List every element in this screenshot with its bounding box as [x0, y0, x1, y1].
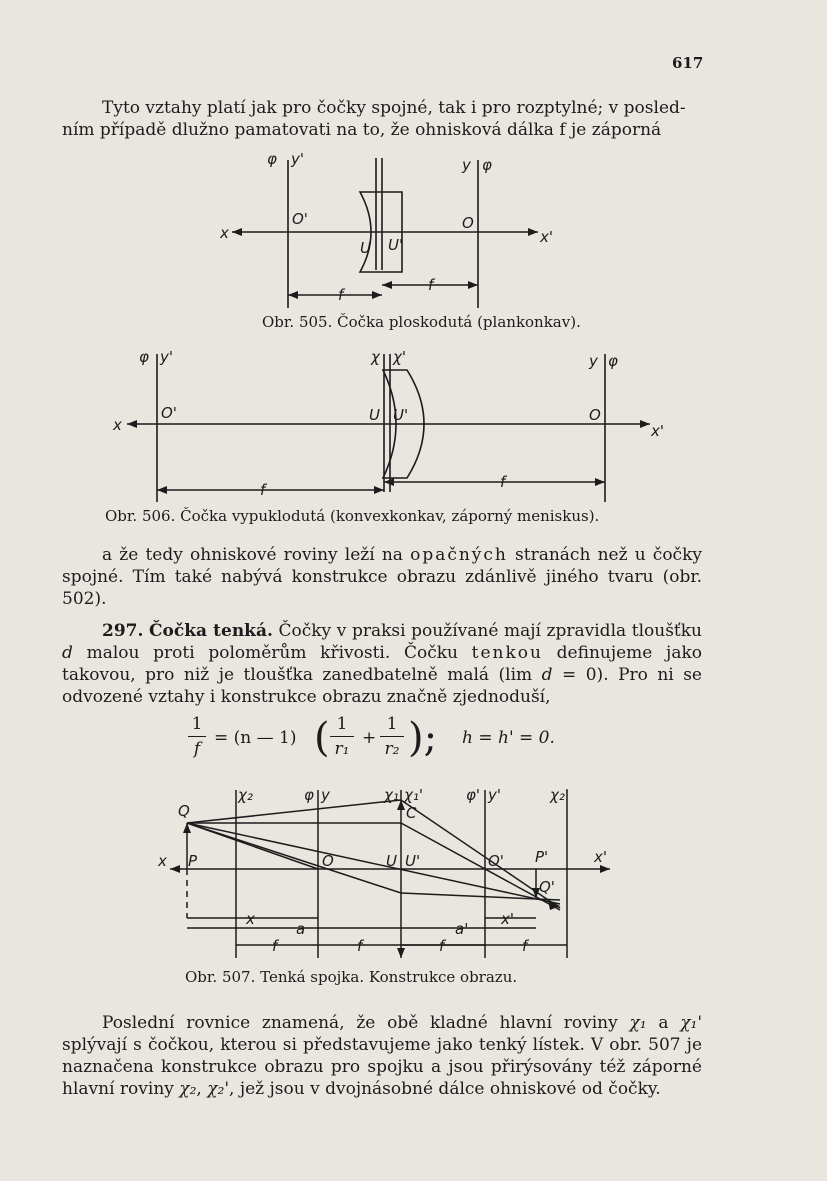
fig507-p: P — [188, 852, 198, 870]
section-number: 297. — [102, 621, 144, 641]
ray-5 — [187, 823, 318, 869]
fig507-x-prime: x' — [594, 848, 608, 866]
fig505-o: O — [462, 214, 474, 232]
fig506-o: O — [589, 406, 601, 424]
fig506-x-prime: x' — [651, 422, 665, 440]
fig507-u: U — [386, 852, 397, 870]
fig507-q: Q — [178, 802, 190, 820]
fig507-dim-f-2: f — [357, 937, 363, 955]
fig507-y-prime: y' — [488, 786, 502, 804]
figure-505 — [210, 150, 560, 320]
fig505-u: U — [360, 239, 371, 257]
frac-1-over-f: 1 f — [188, 714, 206, 759]
fig505-y-prime: y' — [291, 150, 305, 168]
para1-pre: a že tedy ohniskové roviny leží na — [102, 545, 411, 565]
final-chi2p: χ₂' — [207, 1079, 230, 1099]
formula-lparen: ( — [314, 715, 330, 761]
ray-2 — [187, 823, 560, 904]
fig506-y: y — [589, 352, 598, 370]
para1-post: stranách než u čočky spojné. Tím také nabývá konstrukce obrazu zdánlivě jiného tvaru (obr. 502). — [62, 545, 702, 609]
fig505-f-left: f — [338, 286, 344, 304]
intro-line-2: ním případě dlužno pamatovati na to, že ohnisková dálka f je záporná — [62, 120, 662, 140]
fig506-y-prime: y' — [160, 348, 174, 366]
fig506-chi: χ — [371, 348, 380, 366]
figure-506 — [105, 342, 675, 512]
fig505-y: y — [462, 156, 471, 174]
final-and: a — [646, 1013, 681, 1033]
fig507-dim-f-3: f — [439, 937, 445, 955]
section-text-1: Čočky v praksi používané mají zpravidla tloušťku — [272, 621, 702, 641]
fig505-phi-left: φ — [267, 150, 277, 168]
fig507-o-prime: O' — [488, 852, 504, 870]
intro-text — [62, 97, 702, 141]
formula-plus: + — [362, 728, 377, 748]
section-297 — [62, 620, 702, 708]
section-title: Čočka tenká. — [149, 621, 273, 641]
fig506-phi-right: φ — [608, 352, 618, 370]
fig507-chi2: χ₂ — [238, 786, 253, 804]
fig507-caption: Obr. 507. Tenká spojka. Konstrukce obrazu. — [185, 968, 518, 986]
fig507-dim-a: a — [296, 920, 306, 938]
paragraph-opposite-sides — [62, 544, 702, 610]
section-text-3: definujeme jako takovou, pro niž je tloušťka zanedbatelně malá (lim — [62, 643, 702, 685]
fig506-caption: Obr. 506. Čočka vypuklodutá (konvexkonkav, záporný meniskus). — [105, 507, 600, 525]
fig507-chi2-prime: χ₂' — [550, 786, 570, 804]
frac-1-over-r2: 1 r₂ — [380, 714, 404, 759]
fig507-x: x — [158, 852, 167, 870]
final-text-1: Poslední rovnice znamená, že obě kladné hlavní roviny — [102, 1013, 630, 1033]
fig507-chi1p: χ₁' — [404, 786, 424, 804]
fig505-f-right: f — [428, 276, 434, 294]
ray-4 — [187, 800, 401, 823]
fig507-dim-f-1: f — [272, 937, 278, 955]
final-chi1: χ₁ — [629, 1013, 647, 1033]
final-text-3: , jež jsou v dvojnásobné dálce ohniskové od čočky. — [229, 1079, 661, 1099]
page-number: 617 — [672, 54, 704, 72]
frac-1-over-r1: 1 r₁ — [330, 714, 354, 759]
fig507-dim-x: x — [246, 910, 255, 928]
fig506-o-prime: O' — [161, 404, 177, 422]
fig506-u: U — [369, 406, 380, 424]
section-d-1: d — [62, 643, 73, 663]
para1-emph: opačných — [410, 545, 508, 565]
final-text-2: splývají s čočkou, kterou si představujeme jako tenký lístek. V obr. 507 je naznačena konstrukce obrazu pro spojku a jsou přirýsovány též záporné hlavní roviny — [62, 1035, 702, 1099]
intro-line-1: Tyto vztahy platí jak pro čočky spojné, tak i pro rozptylné; v posled- — [102, 98, 686, 118]
fig506-chi-prime: χ' — [393, 348, 407, 366]
fig506-f-left: f — [260, 481, 266, 499]
fig507-dim-a-prime: a' — [455, 920, 469, 938]
fig507-q-prime: Q' — [539, 878, 555, 896]
figure-507 — [150, 778, 640, 968]
formula-h: h = h' = 0. — [462, 728, 555, 748]
fig507-y: y — [321, 786, 330, 804]
fig507-o: O — [322, 852, 334, 870]
fig506-x: x — [113, 416, 122, 434]
final-comma: , — [196, 1079, 208, 1099]
final-chi2: χ₂ — [179, 1079, 197, 1099]
thin-lens-formula — [180, 712, 600, 774]
fig506-phi-left: φ — [139, 348, 149, 366]
fig507-c: C — [406, 804, 417, 822]
fig507-dim-f-4: f — [522, 937, 528, 955]
fig507-p-prime: P' — [535, 848, 549, 866]
fig505-o-prime: O' — [292, 210, 308, 228]
fig507-phi-prime: φ' — [466, 786, 481, 804]
fig505-u-prime: U' — [388, 236, 404, 254]
section-emph: tenkou — [471, 643, 543, 663]
final-paragraph — [62, 1012, 702, 1100]
formula-rparen: ); — [408, 715, 438, 761]
fig505-x: x — [220, 224, 229, 242]
fig507-chi1: χ₁ — [384, 786, 399, 804]
section-text-4: = 0). Pro ni se odvozené vztahy i konstrukce obrazu značně zjednoduší, — [62, 665, 702, 707]
fig506-u-prime: U' — [393, 406, 409, 424]
section-text-2: malou proti poloměrům křivosti. Čočku — [72, 643, 472, 663]
fig505-x-prime: x' — [540, 228, 554, 246]
fig507-dim-x-prime: x' — [501, 910, 515, 928]
section-d-2: d — [541, 665, 553, 685]
fig506-f-right: f — [500, 473, 506, 491]
formula-eq-n: = (n — 1) — [214, 728, 297, 748]
fig505-caption: Obr. 505. Čočka ploskodutá (plankonkav). — [262, 313, 581, 331]
fig507-phi: φ — [304, 786, 314, 804]
final-chi1p: χ₁' — [680, 1013, 702, 1033]
fig505-phi-right: φ — [482, 156, 492, 174]
fig507-u-prime: U' — [405, 852, 421, 870]
